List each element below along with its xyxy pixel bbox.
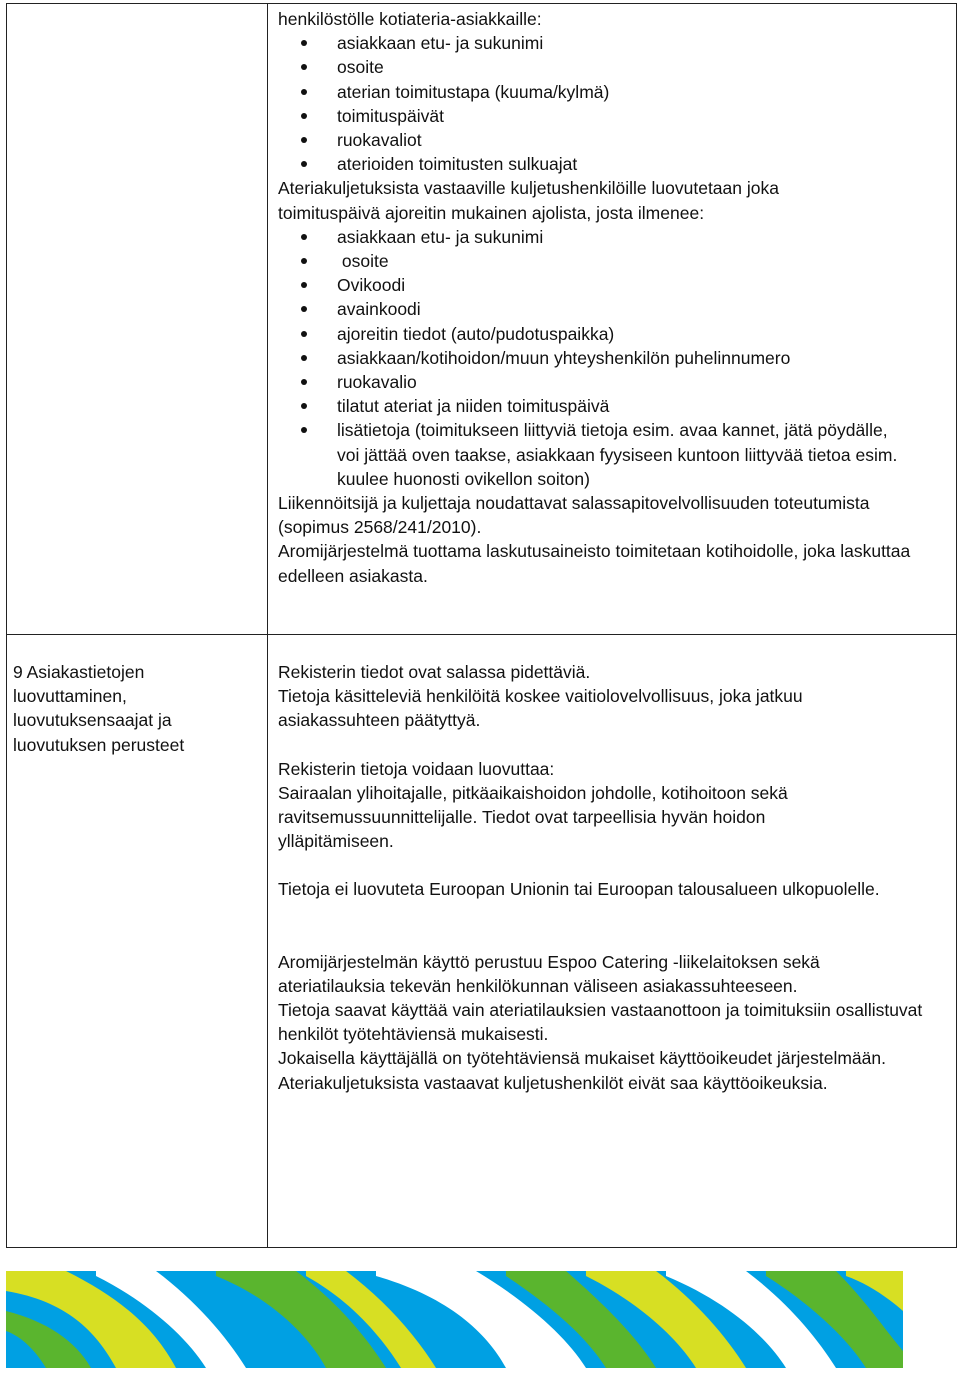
- heading-line: luovuttaminen,: [13, 686, 127, 707]
- paragraph: Sairaalan ylihoitajalle, pitkäaikaishoidon johdolle, kotihoitoon sekä ravitsemussuunnittelijalle. Tiedot ovat tarpeellisia hyvän hoidon ylläpitämiseen.: [278, 782, 788, 852]
- intro-text: henkilöstölle kotiateria-asiakkaille:: [278, 9, 542, 29]
- list-item: osoite: [337, 55, 946, 79]
- list-item: asiakkaan etu- ja sukunimi: [337, 31, 946, 55]
- section-heading: [7, 635, 267, 757]
- wave-banner-graphic: [6, 1271, 903, 1368]
- list-item: aterian toimitustapa (kuuma/kylmä): [337, 80, 946, 104]
- paragraph: Jokaisella käyttäjällä on työtehtäviensä mukaiset käyttöoikeudet järjestelmään. Ateriakuljetuksista vastaavat kuljetushenkilöt eivät saa käyttöoikeuksia.: [278, 1048, 886, 1093]
- paragraph-line: Ateriakuljetuksista vastaaville kuljetushenkilöille luovutetaan joka: [278, 178, 779, 199]
- driver-list-paragraph: [278, 176, 946, 224]
- paragraph: Tietoja käsitteleviä henkilöitä koskee vaitiolovelvollisuus, joka jatkuu asiakassuhteen päätyttyä.: [278, 686, 803, 731]
- list-item: lisätietoja (toimitukseen liittyviä tietoja esim. avaa kannet, jätä pöydälle, voi jättää oven taakse, asiakkaan fyysiseen kuntoon liittyvää tietoa esim. kuulee huonosti ovikellon soiton): [337, 418, 946, 491]
- route-list: [278, 225, 946, 491]
- heading-line: 9 Asiakastietojen: [13, 662, 145, 682]
- wave-pattern-icon: [6, 1271, 903, 1368]
- paragraph: Aromijärjestelmän käyttö perustuu Espoo Catering -liikelaitoksen sekä ateriatilauksia tekevän henkilökunnan väliseen asiakassuhteeseen.: [278, 951, 820, 996]
- section-content-cell: [268, 635, 957, 1248]
- register-table: [6, 3, 957, 1248]
- paragraph: Tietoja ei luovuteta Euroopan Unionin tai Euroopan talousalueen ulkopuolelle.: [278, 879, 880, 900]
- left-cell-empty: [7, 4, 268, 635]
- paragraph: Rekisterin tietoja voidaan luovuttaa:: [278, 758, 555, 779]
- heading-line: luovutuksensaajat ja: [13, 710, 172, 731]
- heading-line: luovutuksen perusteet: [13, 734, 185, 755]
- section-heading-cell: [7, 635, 268, 1248]
- confidentiality-paragraph: Liikennöitsijä ja kuljettaja noudattavat salassapitovelvollisuuden toteutumista (sopimus 2568/241/2010).: [278, 493, 870, 538]
- list-item: ruokavaliot: [337, 128, 946, 152]
- list-item: tilatut ateriat ja niiden toimituspäivä: [337, 394, 946, 418]
- right-cell-disclosure-details: [268, 4, 957, 635]
- list-item: avainkoodi: [337, 297, 946, 321]
- list-item: osoite: [337, 249, 946, 273]
- list-item: ajoreitin tiedot (auto/pudotuspaikka): [337, 322, 946, 346]
- customer-data-list: [278, 31, 946, 176]
- table-row: [7, 4, 957, 635]
- list-item: Ovikoodi: [337, 273, 946, 297]
- list-item: asiakkaan/kotihoidon/muun yhteyshenkilön puhelinnumero: [337, 346, 946, 370]
- paragraph: Rekisterin tiedot ovat salassa pidettäviä.: [278, 662, 591, 682]
- list-item: ruokavalio: [337, 370, 946, 394]
- list-item: toimituspäivät: [337, 104, 946, 128]
- table-row: [7, 635, 957, 1248]
- paragraph: Tietoja saavat käyttää vain ateriatilauksien vastaanottoon ja toimituksiin osallistuvat henkilöt työtehtäviensä mukaisesti.: [278, 1000, 923, 1045]
- list-item: asiakkaan etu- ja sukunimi: [337, 225, 946, 249]
- paragraph-line: toimituspäivä ajoreitin mukainen ajolista, josta ilmenee:: [278, 202, 705, 223]
- billing-paragraph: Aromijärjestelmä tuottama laskutusaineisto toimitetaan kotihoidolle, joka laskuttaa edelleen asiakasta.: [278, 541, 911, 586]
- list-item: aterioiden toimitusten sulkuajat: [337, 152, 946, 176]
